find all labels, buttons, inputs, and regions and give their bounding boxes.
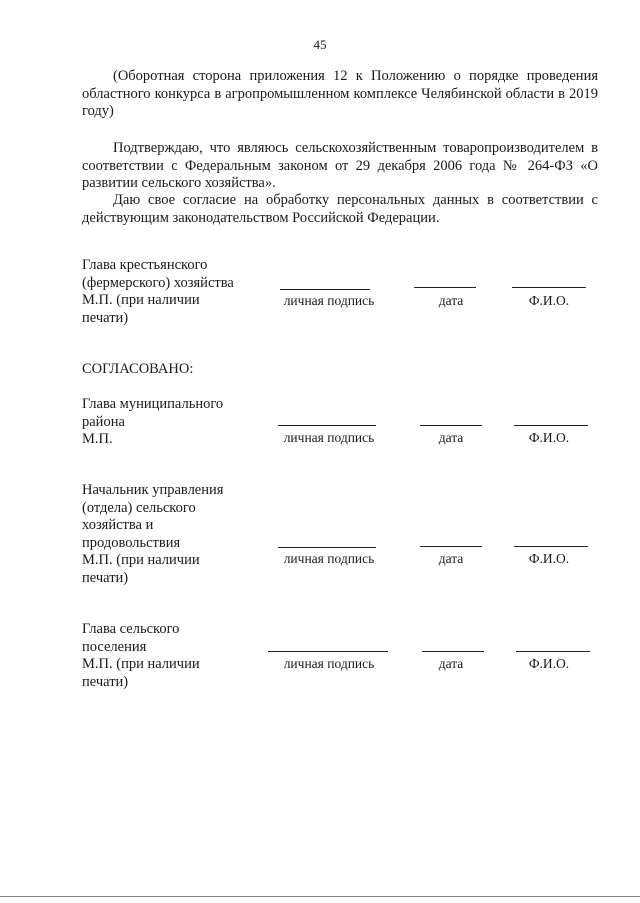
- settlement-head-label: [82, 621, 262, 691]
- label-line: Глава крестьянского: [82, 257, 208, 273]
- signature-line: [278, 547, 376, 548]
- date-label: дата: [438, 551, 464, 566]
- fio-label: Ф.И.О.: [528, 293, 570, 308]
- fio-label: Ф.И.О.: [528, 656, 570, 671]
- date-line: [414, 287, 476, 288]
- label-line: продовольствия: [82, 534, 181, 551]
- label-line: Глава муниципального: [82, 396, 224, 412]
- fio-line: [516, 651, 590, 652]
- signature-label: личная подпись: [283, 293, 375, 308]
- date-label: дата: [438, 430, 464, 445]
- fio-line: [514, 546, 588, 547]
- label-line: Начальник управления: [82, 482, 224, 498]
- label-line: хозяйства и: [82, 517, 154, 533]
- date-label: дата: [438, 293, 464, 308]
- approved-heading: СОГЛАСОВАНО:: [82, 361, 194, 377]
- date-label: дата: [438, 656, 464, 671]
- signature-label: личная подпись: [283, 656, 375, 671]
- signature-label: личная подпись: [283, 551, 375, 566]
- label-line: (отдела) сельского: [82, 499, 196, 516]
- label-line: поселения: [82, 638, 147, 655]
- label-line: Глава сельского: [82, 621, 180, 637]
- producer-confirmation: Подтверждаю, что являюсь сельскохозяйственным товаропроизводителем в соответствии с Федеральным законом от 29 декабря 2006 года № 264-ФЗ «О развитии сельского хозяйства».: [82, 140, 598, 191]
- label-line: (фермерского) хозяйства: [82, 274, 234, 291]
- label-line: района: [82, 413, 125, 430]
- municipal-head-label: [82, 396, 262, 449]
- fio-label: Ф.И.О.: [528, 551, 570, 566]
- fio-line: [512, 287, 586, 288]
- label-line: М.П. (при наличии: [82, 552, 200, 568]
- label-line: печати): [82, 673, 129, 690]
- fio-label: Ф.И.О.: [528, 430, 570, 445]
- label-line: М.П. (при наличии: [82, 292, 200, 308]
- farm-head-label: [82, 257, 262, 327]
- signature-line: [280, 289, 370, 290]
- date-line: [422, 651, 484, 652]
- date-line: [420, 546, 482, 547]
- signature-line: [278, 425, 376, 426]
- label-line: М.П.: [82, 431, 113, 447]
- appendix-note: (Оборотная сторона приложения 12 к Положению о порядке проведения областного конкурса в агропромышленном комплексе Челябинской области в 2019 году): [82, 68, 598, 119]
- agri-department-head-label: [82, 482, 262, 587]
- label-line: печати): [82, 309, 129, 326]
- signature-label: личная подпись: [283, 430, 375, 445]
- signature-line: [268, 651, 388, 652]
- personal-data-consent: Даю свое согласие на обработку персональных данных в соответствии с действующим законодательством Российской Федерации.: [82, 192, 598, 226]
- date-line: [420, 425, 482, 426]
- bottom-rule: [0, 896, 640, 897]
- label-line: М.П. (при наличии: [82, 656, 200, 672]
- fio-line: [514, 425, 588, 426]
- page-number: 45: [313, 37, 327, 52]
- label-line: печати): [82, 569, 129, 586]
